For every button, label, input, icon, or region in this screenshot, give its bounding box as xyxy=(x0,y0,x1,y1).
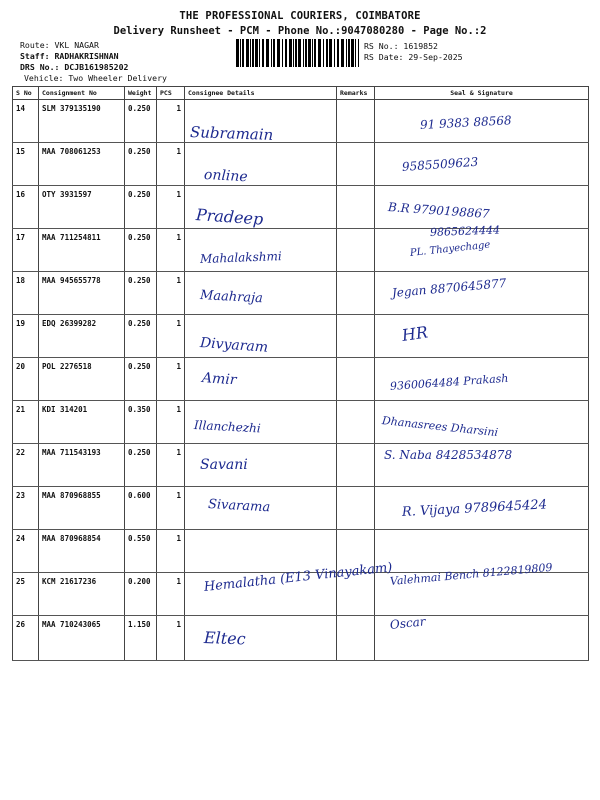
runsheet-subtitle: Delivery Runsheet - PCM - Phone No.:9047080280 - Page No.:2 xyxy=(113,25,487,37)
remarks-cell xyxy=(337,143,375,186)
col-header-consignee: Consignee Details xyxy=(185,87,337,100)
sno-cell: 15 xyxy=(13,143,39,186)
handwritten-signature: Oscar xyxy=(389,614,427,632)
handwritten-signature: 9865624444 xyxy=(429,223,501,239)
remarks-cell xyxy=(337,315,375,358)
remarks-cell xyxy=(337,444,375,487)
consignee-cell xyxy=(185,444,337,487)
barcode-bar xyxy=(341,39,344,67)
barcode-bar xyxy=(255,39,258,67)
signature-cell xyxy=(375,530,589,573)
pcs-cell: 1 xyxy=(157,616,185,661)
table-row xyxy=(13,444,589,487)
handwritten-name: Illanchezhi xyxy=(193,418,262,436)
table-row xyxy=(13,143,589,186)
col-header-weight: Weight xyxy=(125,87,157,100)
pcs-cell: 1 xyxy=(157,444,185,487)
col-header-pcs: PCS xyxy=(157,87,185,100)
pcs-cell: 1 xyxy=(157,100,185,143)
pcs-cell: 1 xyxy=(157,143,185,186)
handwritten-name: Savani xyxy=(200,457,248,473)
handwritten-signature: S. Naba 8428534878 xyxy=(384,448,513,462)
consignment-cell: MAA 945655778 xyxy=(39,272,125,315)
table-row xyxy=(13,315,589,358)
pcs-cell: 1 xyxy=(157,358,185,401)
barcode-bar xyxy=(289,39,292,67)
remarks-cell xyxy=(337,530,375,573)
sno-cell: 18 xyxy=(13,272,39,315)
barcode-bar xyxy=(355,39,356,67)
table-row xyxy=(13,229,589,272)
sno-cell: 24 xyxy=(13,530,39,573)
rs-date: RS Date: 29-Sep-2025 xyxy=(364,52,463,62)
sno-cell: 26 xyxy=(13,616,39,661)
remarks-cell xyxy=(337,272,375,315)
table-row xyxy=(13,100,589,143)
barcode-bar xyxy=(351,39,354,67)
consignment-cell: POL 2276518 xyxy=(39,358,125,401)
barcode-bar xyxy=(326,39,328,67)
table-row xyxy=(13,272,589,315)
consignee-cell xyxy=(185,487,337,530)
weight-cell: 0.250 xyxy=(125,315,157,358)
consignment-cell: MAA 710243065 xyxy=(39,616,125,661)
barcode-bar xyxy=(334,39,335,67)
weight-cell: 0.600 xyxy=(125,487,157,530)
barcode-bar xyxy=(358,39,359,67)
weight-cell: 0.250 xyxy=(125,358,157,401)
barcode-image xyxy=(236,39,359,67)
consignee-cell xyxy=(185,401,337,444)
remarks-cell xyxy=(337,100,375,143)
barcode-bar xyxy=(298,39,301,67)
barcode-bar xyxy=(242,39,244,67)
consignee-cell xyxy=(185,358,337,401)
pcs-cell: 1 xyxy=(157,573,185,616)
sno-cell: 16 xyxy=(13,186,39,229)
signature-cell xyxy=(375,315,589,358)
signature-cell xyxy=(375,444,589,487)
pcs-cell: 1 xyxy=(157,186,185,229)
handwritten-name: Hemalatha (E13 Vinayakam) xyxy=(203,560,394,595)
table-row xyxy=(13,401,589,444)
sno-cell: 22 xyxy=(13,444,39,487)
sno-cell: 19 xyxy=(13,315,39,358)
consignee-cell xyxy=(185,229,337,272)
weight-cell: 0.250 xyxy=(125,100,157,143)
weight-cell: 0.250 xyxy=(125,444,157,487)
handwritten-name: Maahraja xyxy=(199,288,264,307)
table-row xyxy=(13,530,589,573)
sno-cell: 23 xyxy=(13,487,39,530)
weight-cell: 0.250 xyxy=(125,272,157,315)
remarks-cell xyxy=(337,616,375,661)
weight-cell: 1.150 xyxy=(125,616,157,661)
pcs-cell: 1 xyxy=(157,229,185,272)
consignment-cell: MAA 870968854 xyxy=(39,530,125,573)
col-header-signature: Seal & Signature xyxy=(375,87,589,100)
weight-cell: 0.250 xyxy=(125,186,157,229)
signature-cell xyxy=(375,487,589,530)
table-row xyxy=(13,487,589,530)
barcode-bar xyxy=(305,39,307,67)
remarks-cell xyxy=(337,573,375,616)
barcode-bar xyxy=(314,39,316,67)
handwritten-name: Pradeep xyxy=(195,205,264,229)
barcode-bar xyxy=(282,39,283,67)
consignee-cell xyxy=(185,616,337,661)
signature-cell xyxy=(375,186,589,229)
handwritten-signature: Jegan 8870645877 xyxy=(391,276,507,300)
remarks-cell xyxy=(337,358,375,401)
weight-cell: 0.200 xyxy=(125,573,157,616)
handwritten-signature: 91 9383 88568 xyxy=(419,113,512,132)
barcode-bar xyxy=(295,39,297,67)
barcode-bar xyxy=(329,39,332,67)
handwritten-signature: 9360064484 Prakash xyxy=(389,371,509,393)
consignment-cell: MAA 870968855 xyxy=(39,487,125,530)
table-row xyxy=(13,186,589,229)
remarks-cell xyxy=(337,487,375,530)
consignment-cell: SLM 379135190 xyxy=(39,100,125,143)
sno-cell: 17 xyxy=(13,229,39,272)
col-header-sno: S No xyxy=(13,87,39,100)
consignee-cell xyxy=(185,272,337,315)
consignment-cell: OTY 3931597 xyxy=(39,186,125,229)
consignee-cell xyxy=(185,100,337,143)
handwritten-signature: PL. Thayechage xyxy=(409,239,491,259)
pcs-cell: 1 xyxy=(157,487,185,530)
barcode-bar xyxy=(246,39,249,67)
consignment-cell: MAA 711543193 xyxy=(39,444,125,487)
barcode-bar xyxy=(262,39,264,67)
table-header-row xyxy=(13,87,589,100)
barcode-bar xyxy=(250,39,251,67)
handwritten-name: Divyaram xyxy=(199,335,269,356)
barcode-bar xyxy=(323,39,324,67)
handwritten-name: online xyxy=(203,167,249,186)
barcode-bar xyxy=(259,39,260,67)
barcode-bar xyxy=(277,39,280,67)
handwritten-name: Eltec xyxy=(203,628,246,649)
rs-number: RS No.: 1619852 xyxy=(364,41,438,51)
consignee-cell xyxy=(185,530,337,573)
barcode-bar xyxy=(252,39,254,67)
signature-cell xyxy=(375,573,589,616)
weight-cell: 0.350 xyxy=(125,401,157,444)
barcode-bar xyxy=(273,39,275,67)
barcode-bar xyxy=(240,39,241,67)
barcode-bar xyxy=(303,39,304,67)
consignee-cell xyxy=(185,186,337,229)
barcode-bar xyxy=(236,39,239,67)
handwritten-signature: B.R 9790198867 xyxy=(387,200,491,222)
consignment-cell: KDI 314201 xyxy=(39,401,125,444)
consignment-cell: KCM 21617236 xyxy=(39,573,125,616)
barcode-bar xyxy=(308,39,311,67)
consignment-cell: MAA 711254811 xyxy=(39,229,125,272)
company-title: THE PROFESSIONAL COURIERS, COIMBATORE xyxy=(179,10,421,22)
barcode-bar xyxy=(285,39,287,67)
drs-number: DRS No.: DCJB161985202 xyxy=(20,62,129,72)
runsheet-table xyxy=(12,86,589,661)
sno-cell: 25 xyxy=(13,573,39,616)
consignee-cell xyxy=(185,315,337,358)
barcode-bar xyxy=(318,39,321,67)
barcode-bar xyxy=(293,39,294,67)
handwritten-signature: Valehmai Bench 8122819809 xyxy=(389,560,553,588)
pcs-cell: 1 xyxy=(157,401,185,444)
sno-cell: 14 xyxy=(13,100,39,143)
handwritten-signature: HR xyxy=(400,322,430,345)
pcs-cell: 1 xyxy=(157,530,185,573)
remarks-cell xyxy=(337,229,375,272)
pcs-cell: 1 xyxy=(157,315,185,358)
handwritten-name: Sivarama xyxy=(207,497,271,516)
consignee-cell xyxy=(185,143,337,186)
weight-cell: 0.550 xyxy=(125,530,157,573)
signature-cell xyxy=(375,143,589,186)
signature-cell xyxy=(375,100,589,143)
remarks-cell xyxy=(337,186,375,229)
signature-cell xyxy=(375,358,589,401)
signature-cell xyxy=(375,616,589,661)
signature-cell xyxy=(375,272,589,315)
col-header-consignment: Consignment No xyxy=(39,87,125,100)
table-row xyxy=(13,616,589,661)
pcs-cell: 1 xyxy=(157,272,185,315)
barcode-bar xyxy=(266,39,269,67)
barcode-bar xyxy=(348,39,350,67)
consignee-cell xyxy=(185,573,337,616)
barcode-bar xyxy=(346,39,347,67)
table-row xyxy=(13,358,589,401)
handwritten-name: Amir xyxy=(201,370,238,389)
handwritten-signature: R. Vijaya 9789645424 xyxy=(401,497,548,520)
handwritten-name: Mahalakshmi xyxy=(199,249,282,266)
staff-label: Staff: RADHAKRISHNAN xyxy=(20,51,119,61)
handwritten-signature: 9585509623 xyxy=(401,154,479,174)
vehicle-label: Vehicle: Two Wheeler Delivery xyxy=(24,73,167,83)
barcode-bar xyxy=(271,39,272,67)
table-row xyxy=(13,573,589,616)
sno-cell: 20 xyxy=(13,358,39,401)
handwritten-signature: Dhanasrees Dharsini xyxy=(381,414,499,440)
sno-cell: 21 xyxy=(13,401,39,444)
barcode-bar xyxy=(337,39,339,67)
weight-cell: 0.250 xyxy=(125,229,157,272)
col-header-remarks: Remarks xyxy=(337,87,375,100)
consignment-cell: MAA 708061253 xyxy=(39,143,125,186)
signature-cell xyxy=(375,401,589,444)
remarks-cell xyxy=(337,401,375,444)
barcode-bar xyxy=(312,39,313,67)
route-label: Route: VKL NAGAR xyxy=(20,40,99,50)
signature-cell xyxy=(375,229,589,272)
weight-cell: 0.250 xyxy=(125,143,157,186)
handwritten-name: Subramain xyxy=(189,123,274,144)
consignment-cell: EDQ 26399282 xyxy=(39,315,125,358)
